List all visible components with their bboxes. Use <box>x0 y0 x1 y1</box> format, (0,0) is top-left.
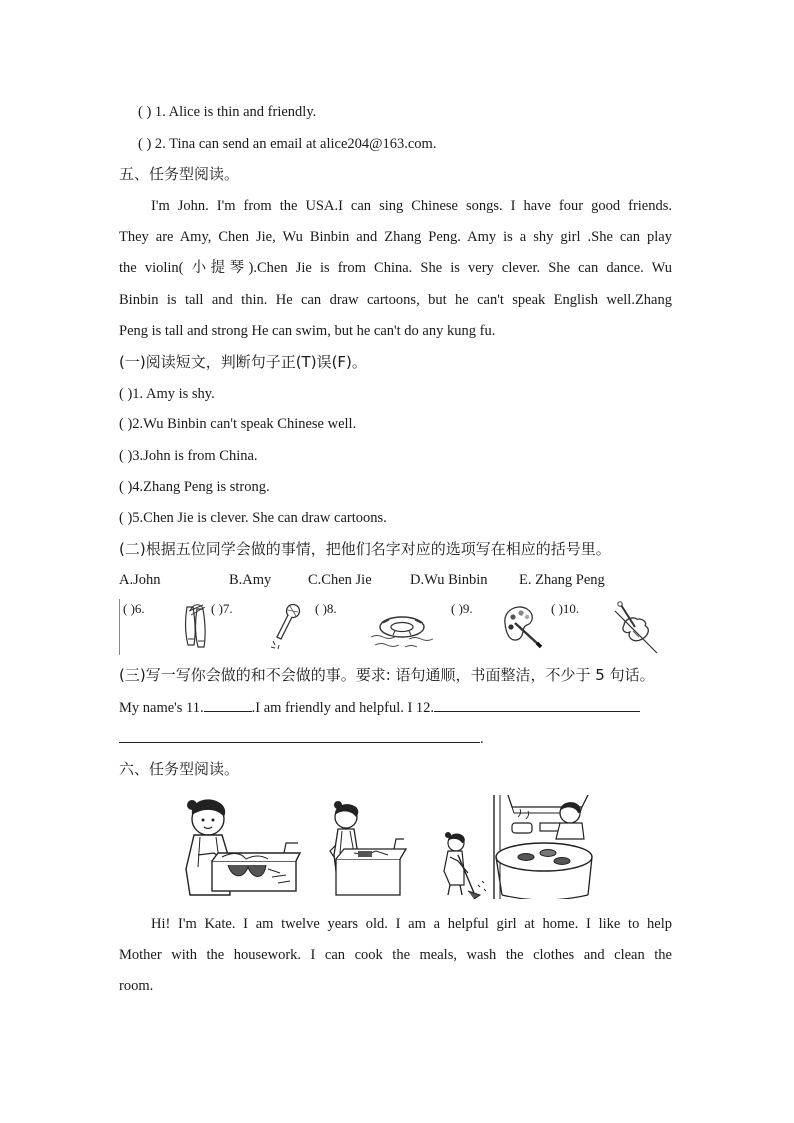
answer-paren[interactable]: ( ) <box>119 386 133 402</box>
tf-item-1 <box>119 384 215 404</box>
item-text: 4.Zhang Peng is strong. <box>132 479 270 495</box>
item-text: 2. Tina can send an email at alice204@163.com. <box>154 136 437 152</box>
tf-item-2 <box>119 414 356 434</box>
judge-item-2 <box>138 134 436 154</box>
option-b: B.Amy <box>229 572 272 588</box>
passage-line: room. <box>119 978 154 994</box>
answer-paren[interactable]: ( ) <box>138 104 152 120</box>
writing-prompt-b: .I am friendly and helpful. I 12. <box>251 700 435 716</box>
answer-paren[interactable]: ( ) <box>119 510 133 526</box>
tf-item-5 <box>119 508 387 528</box>
writing-line-1 <box>119 696 640 718</box>
item-text: 5.Chen Jie is clever. She can draw cartoons. <box>132 510 387 526</box>
answer-paren[interactable]: ( )6. <box>123 601 145 616</box>
judge-item-1 <box>138 102 316 122</box>
picture-row <box>119 599 679 657</box>
writing-prompt-a: My name's 11. <box>119 700 204 716</box>
answer-paren[interactable]: ( ) <box>119 479 133 495</box>
writing-line-2 <box>119 727 484 749</box>
passage-line: Hi! I'm Kate. I am twelve years old. I am a helpful girl at home. I like to help <box>151 916 672 932</box>
passage-line: the violin( 小提琴).Chen Jie is from China. She is very clever. She can dance. Wu <box>119 260 672 276</box>
section-6-title: 六、任务型阅读。 <box>119 760 240 778</box>
picture-item-8 <box>315 599 337 619</box>
part-3-heading: (三)写一写你会做的和不会做的事。要求: 语句通顺，书面整洁，不少于 5 句话。 <box>119 666 655 684</box>
passage-line: Binbin is tall and thin. He can draw cartoons, but he can't speak English well.Zhang <box>119 292 672 308</box>
swim-ring-icon <box>369 607 435 651</box>
item-text: 3.John is from China. <box>132 448 258 464</box>
picture-item-7 <box>211 599 233 619</box>
answer-paren[interactable]: ( ) <box>138 136 152 152</box>
answer-paren[interactable]: ( ) <box>119 416 133 432</box>
tf-item-3 <box>119 446 258 466</box>
passage-line: I'm John. I'm from the USA.I can sing Chinese songs. I have four good friends. <box>151 198 672 214</box>
writing-end: . <box>480 731 484 747</box>
passage-line: They are Amy, Chen Jie, Wu Binbin and Zhang Peng. Amy is a shy girl .She can play <box>119 229 672 245</box>
answer-paren[interactable]: ( )10. <box>551 601 580 616</box>
option-d: D.Wu Binbin <box>410 572 488 588</box>
violin-icon <box>613 601 661 655</box>
blank-12[interactable] <box>434 696 640 712</box>
girl-washing-dishes-illustration <box>328 795 410 899</box>
answer-paren[interactable]: ( )8. <box>315 601 337 616</box>
girl-sweeping-illustration <box>434 795 494 899</box>
microphone-icon <box>269 601 303 651</box>
paint-palette-icon <box>499 601 543 649</box>
blank-11[interactable] <box>204 696 252 712</box>
ballet-shoes-icon <box>181 601 211 651</box>
item-text: 1. Alice is thin and friendly. <box>154 104 317 120</box>
passage-line: Mother with the housework. I can cook the meals, wash the clothes and clean the <box>119 947 672 963</box>
picture-item-10 <box>551 599 579 619</box>
answer-paren[interactable]: ( ) <box>119 448 133 464</box>
girl-washing-clothes-illustration <box>168 795 304 899</box>
answer-paren[interactable]: ( )7. <box>211 601 233 616</box>
item-text: 2.Wu Binbin can't speak Chinese well. <box>132 416 357 432</box>
girl-cooking-illustration <box>492 795 602 899</box>
part-2-heading: (二)根据五位同学会做的事情，把他们名字对应的选项写在相应的括号里。 <box>119 540 611 558</box>
part-1-heading: (一)阅读短文，判断句子正(T)误(F)。 <box>119 353 367 371</box>
blank-continuation[interactable] <box>119 727 480 743</box>
option-e: E. Zhang Peng <box>519 572 605 588</box>
tf-item-4 <box>119 477 270 497</box>
picture-item-6 <box>123 599 145 619</box>
option-c: C.Chen Jie <box>308 572 372 588</box>
section-5-title: 五、任务型阅读。 <box>119 165 240 183</box>
answer-paren[interactable]: ( )9. <box>451 601 473 616</box>
item-text: 1. Amy is shy. <box>132 386 215 402</box>
option-a: A.John <box>119 572 161 588</box>
picture-item-9 <box>451 599 473 619</box>
divider <box>119 599 120 655</box>
passage-line: Peng is tall and strong He can swim, but he can't do any kung fu. <box>119 323 496 339</box>
